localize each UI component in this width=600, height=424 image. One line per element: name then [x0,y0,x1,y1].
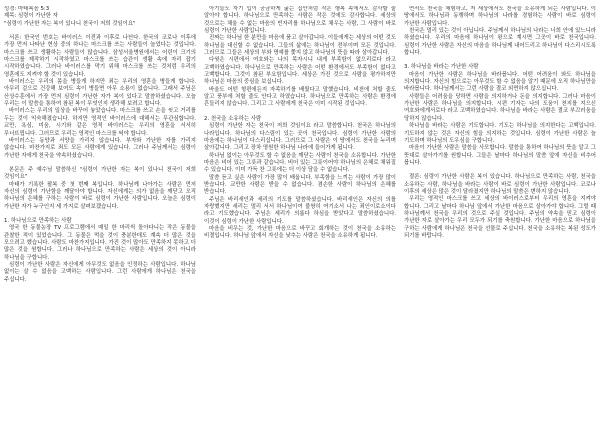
paragraph: 바이러스는 우리의 몸을 병들게 하지만 죄는 우리의 영혼을 병들게 합니다. 아무리 겉으로 건강해 보여도 속이 병들면 아무 소용이 없습니다. 그래서 주님은 산상수훈에서 가장 먼저 심령이 가난한 자가 복이 있다고 말씀하셨습니다. 오늘 우리는 이 말씀을 통하여 참된 복이 무엇인지 생각해 보려고 합니다. [4,79,196,108]
paragraph: 하나님 없이는 아무것도 할 수 없음을 깨닫는 사람이 천국을 소유합니다. 가난한 마음은 비어 있는 그릇과 같습니다. 비어 있는 그릇이어야 하나님의 은혜로 채워질 수 있습니다. 이미 가득 찬 그릇에는 더 이상 담을 수 없습니다. [204,152,396,174]
paragraph: 심령이 가난한 사람은 자신에게 아무것도 없음을 인정하는 사람입니다. 하나님 없이는 살 수 없음을 고백하는 사람입니다. 그런 사람에게 하나님은 천국을 주십니다. [4,262,196,283]
text-column-3 [404,6,596,420]
section-heading: 2. 천국을 소유하는 사람 [204,115,262,122]
paragraph: 아기들도 자기 입이 궁금하게 굶는 집안처럼 작은 행복 속에서도 감사할 줄 알아야 합니다. 하나님으로 만족하는 사람은 작은 것에도 감사합니다. 세상의 것으로는 채울 수 없는 마음의 빈자리를 하나님으로 채우는 사람, 그 사람이 바로 심령이 가난한 사람입니다. [204,6,396,35]
paragraph: 다윗은 시편에서 여호와는 나의 목자시니 내게 부족함이 없으리로다 라고 고백하였습니다. 하나님으로 만족하는 사람은 어떤 환경에서도 부족함이 없다고 고백합니다. 그것이 참된 부요함입니다. 세상은 가진 것으로 사람을 평가하지만 하나님은 마음의 중심을 보십니다. [204,57,396,86]
paragraph: 주님은 바리새인과 세리의 기도를 말씀하셨습니다. 바리새인은 자신의 의를 자랑했지만 세리는 멀리 서서 하나님이여 불쌍히 여기소서 나는 죄인이로소이다 라고 기도했습니다. 주님은 세리가 의롭다 하심을 받았다고 말씀하셨습니다. 이것이 심령이 가난한 사람입니다. [204,196,396,225]
paragraph: 본문은 주 예수님 말씀하신 "심령이 가난한 자는 복이 있나니 천국이 저희 것임이요" [4,166,196,181]
section-heading: 성경: 마태복음 5:3 [4,6,50,12]
paragraph: 바이러스는 우리의 일상을 바꾸어 놓았습니다. 마스크를 쓰고 손을 씻고 거리를 두는 것이 익숙해졌습니다. 하지만 영적인 바이러스에 대해서는 무관심합니다. 교만, 욕심, 미움, 시기와 같은 영적 바이러스는 우리의 영혼을 서서히 무너뜨립니다. 그러므로 우리는 영적인 마스크를 써야 합니다. [4,108,196,137]
paragraph: 심령이 가난한 자는 천국이 저희 것임이요 라고 말씀합니다. 천국은 하나님의 나라입니다. 하나님의 다스림이 있는 곳이 천국입니다. 심령이 가난한 사람의 마음에는 하나님이 다스리십니다. 그러므로 그 사람은 이 땅에서도 천국을 누리며 살아갑니다. 그리고 장차 영원한 하나님 나라에 들어가게 됩니다. [204,123,396,152]
paragraph: 서론: 한국인 번호는 바이러스 이전과 이후로 나뉜다. 한국의 코로나 이후에 가장 먼저 나타난 현상 중의 하나는 마스크를 쓰는 사람들이 늘었다는 것입니다. 마스크를 쓰고 생활하는 사람들이 많습니다. 삼성서울병원에서는 어린이 크기의 마스크를 제작하기 시작하였고 마스크를 쓰는 습관이 생활 속에 자리 잡기 시작하였습니다. 그러나 바이러스를 막기 위해 마스크를 쓰는 것처럼 우리의 영혼에도 지켜야 할 것이 있습니다. [4,35,196,78]
text-column-1 [4,6,196,420]
section-heading: 3. 하나님을 바라는 가난한 사람 [404,64,479,71]
section-heading: 제목: 심령이 가난한 자 [4,13,58,20]
paragraph: 우리는 영적인 마스크를 쓰고 세상의 바이러스로부터 우리의 영혼을 지켜야 합니다. 그리고 날마다 하나님 앞에서 가난한 마음으로 살아가야 합니다. 그럴 때 하나님께서 천국을 우리의 것으로 주실 것입니다. 주님의 약속을 믿고 심령이 가난한 자로 살아가는 우리 모두가 되기를 축원합니다. 가난한 마음으로 하나님을 구하는 사람에게 하나님은 천국을 선물로 주십니다. 천국을 소유하는 복된 성도가 되기를 바랍니다. [404,196,596,239]
paragraph: 결론: 심령이 가난한 사람은 복이 있습니다. 하나님으로 만족하는 사람, 천국을 소유하는 사람, 하나님을 바라는 사람이 바로 심령이 가난한 사람입니다. 코로나 이후의 세상은 많은 것이 달라졌지만 하나님의 말씀은 변하지 않습니다. [404,174,596,195]
paragraph: 사람들은 어려움을 당하면 사람을 의지하거나 돈을 의지합니다. 그러나 마음이 가난한 사람은 하나님을 의지합니다. 시편 기자는 나의 도움이 천지를 지으신 여호와에게서로다 라고 고백하였습니다. 하나님을 바라는 사람은 결코 부끄러움을 당하지 않습니다. [404,93,596,122]
section-heading: 1. 하나님으로 만족하는 사람 [4,217,72,224]
paragraph: 바이러스는 동양과 서양을 가리지 않습니다. 부자와 가난한 자를 가리지 않습니다. 마찬가지로 죄도 모든 사람에게 있습니다. 그러나 주님께서는 심령이 가난한 자에게 천국을 약속하셨습니다. [4,137,196,159]
section-heading: "심령이 가난한 자는 복이 있나니 천국이 저희 것임이요" [4,20,136,27]
paragraph: 마음을 비우는 것, 가난한 마음으로 바꾸고 회개하는 것이 천국을 소유하는 비결입니다. 하나님 앞에서 자신을 낮추는 사람은 천국을 소유하게 됩니다. [204,225,396,240]
paragraph: 천국은 멀리 있는 것이 아닙니다. 주님께서 하나님의 나라는 너희 안에 있느니라 하셨습니다. 우리의 마음에 하나님이 왕으로 계시면 그곳이 바로 천국입니다. 심령이 가난한 사람은 자신의 마음을 하나님께 내어드리고 하나님이 다스리시도록 합니다. [404,28,596,57]
paragraph: 면서도 천국을 체험하고, 저 세상에서도 천국을 소유하게 되는 사람입니다. 이 땅에서도 하나님과 동행하며 하나님의 나라를 경험하는 사람이 바로 심령이 가난한 사람입니다. [404,6,596,27]
paragraph: 마음이 가난한 사람은 말씀을 사모합니다. 말씀을 통하여 하나님의 뜻을 알고 그 뜻대로 살아가기를 원합니다. 그들은 날마다 하나님의 말씀 앞에 자신을 비추어 봅니다. [404,145,596,166]
paragraph: 바울도 어떤 형편에든지 자족하기를 배웠다고 말했습니다. 비천에 처할 줄도 알고 풍부에 처할 줄도 안다고 하였습니다. 하나님으로 만족하는 사람은 환경에 흔들리지 않습니다. 그리고 그 사람에게 천국은 이미 시작된 것입니다. [204,86,396,108]
paragraph: 마음이 가난한 사람은 하나님을 바라봅니다. 어떤 어려움이 와도 하나님을 의지합니다. 자신의 힘으로는 아무것도 할 수 없음을 알기 때문에 오직 하나님만을 바라봅니다. 하나님께서는 그런 사람을 결코 외면하지 않으십니다. [404,71,596,93]
paragraph: 말씀 듣고 싶은 사람이 가장 많이 배웁니다. 부족함을 느끼는 사람이 가장 많이 받습니다. 교만한 사람은 받을 수 없습니다. 겸손한 사람이 하나님의 은혜를 받습니다. [204,174,396,196]
paragraph: 영국 한 동물농장 TV 프로그램에서 매일 한 마리씩 돌아다니는 작은 동물을 관찰한 적이 있었습니다. 그 동물은 먹을 것이 충분한데도 계속 더 많은 것을 모으려고 했습니다. 사람도 마찬가지입니다. 가진 것이 많아도 만족하지 못하고 더 많은 것을 원합니다. 그러나 하나님으로 만족하는 사람은 세상의 것이 아니라 하나님을 구합니다. [4,225,196,261]
paragraph: 진짜는 하나님 한 분만을 마음에 품고 살아갑니다. 이들에게는 세상의 어떤 것도 하나님을 대신할 수 없습니다. 그들의 삶에는 하나님이 전부이며 모든 것입니다. 그러므로 그들은 세상의 부와 명예를 쫓지 않고 하나님의 뜻을 따라 살아갑니다. [204,35,396,57]
paragraph: 하나님을 바라는 사람은 기도합니다. 기도는 하나님을 의지한다는 고백입니다. 기도하지 않는 것은 자신의 힘을 의지하는 것입니다. 심령이 가난한 사람은 늘 기도하며 하나님의 도우심을 구합니다. [404,123,596,144]
text-column-2 [204,6,396,420]
paragraph: 마태가 기록한 팔복 중 첫 번째 복입니다. 하나님께 나아가는 사람은 먼저 자신의 심령이 가난함을 깨달아야 합니다. 자신에게는 의가 없음을 깨닫고 오직 하나님의 은혜를 구하는 사람이 바로 심령이 가난한 사람입니다. 오늘은 심령이 가난한 자가 누구인지 세 가지로 살펴보겠습니다. [4,181,196,210]
